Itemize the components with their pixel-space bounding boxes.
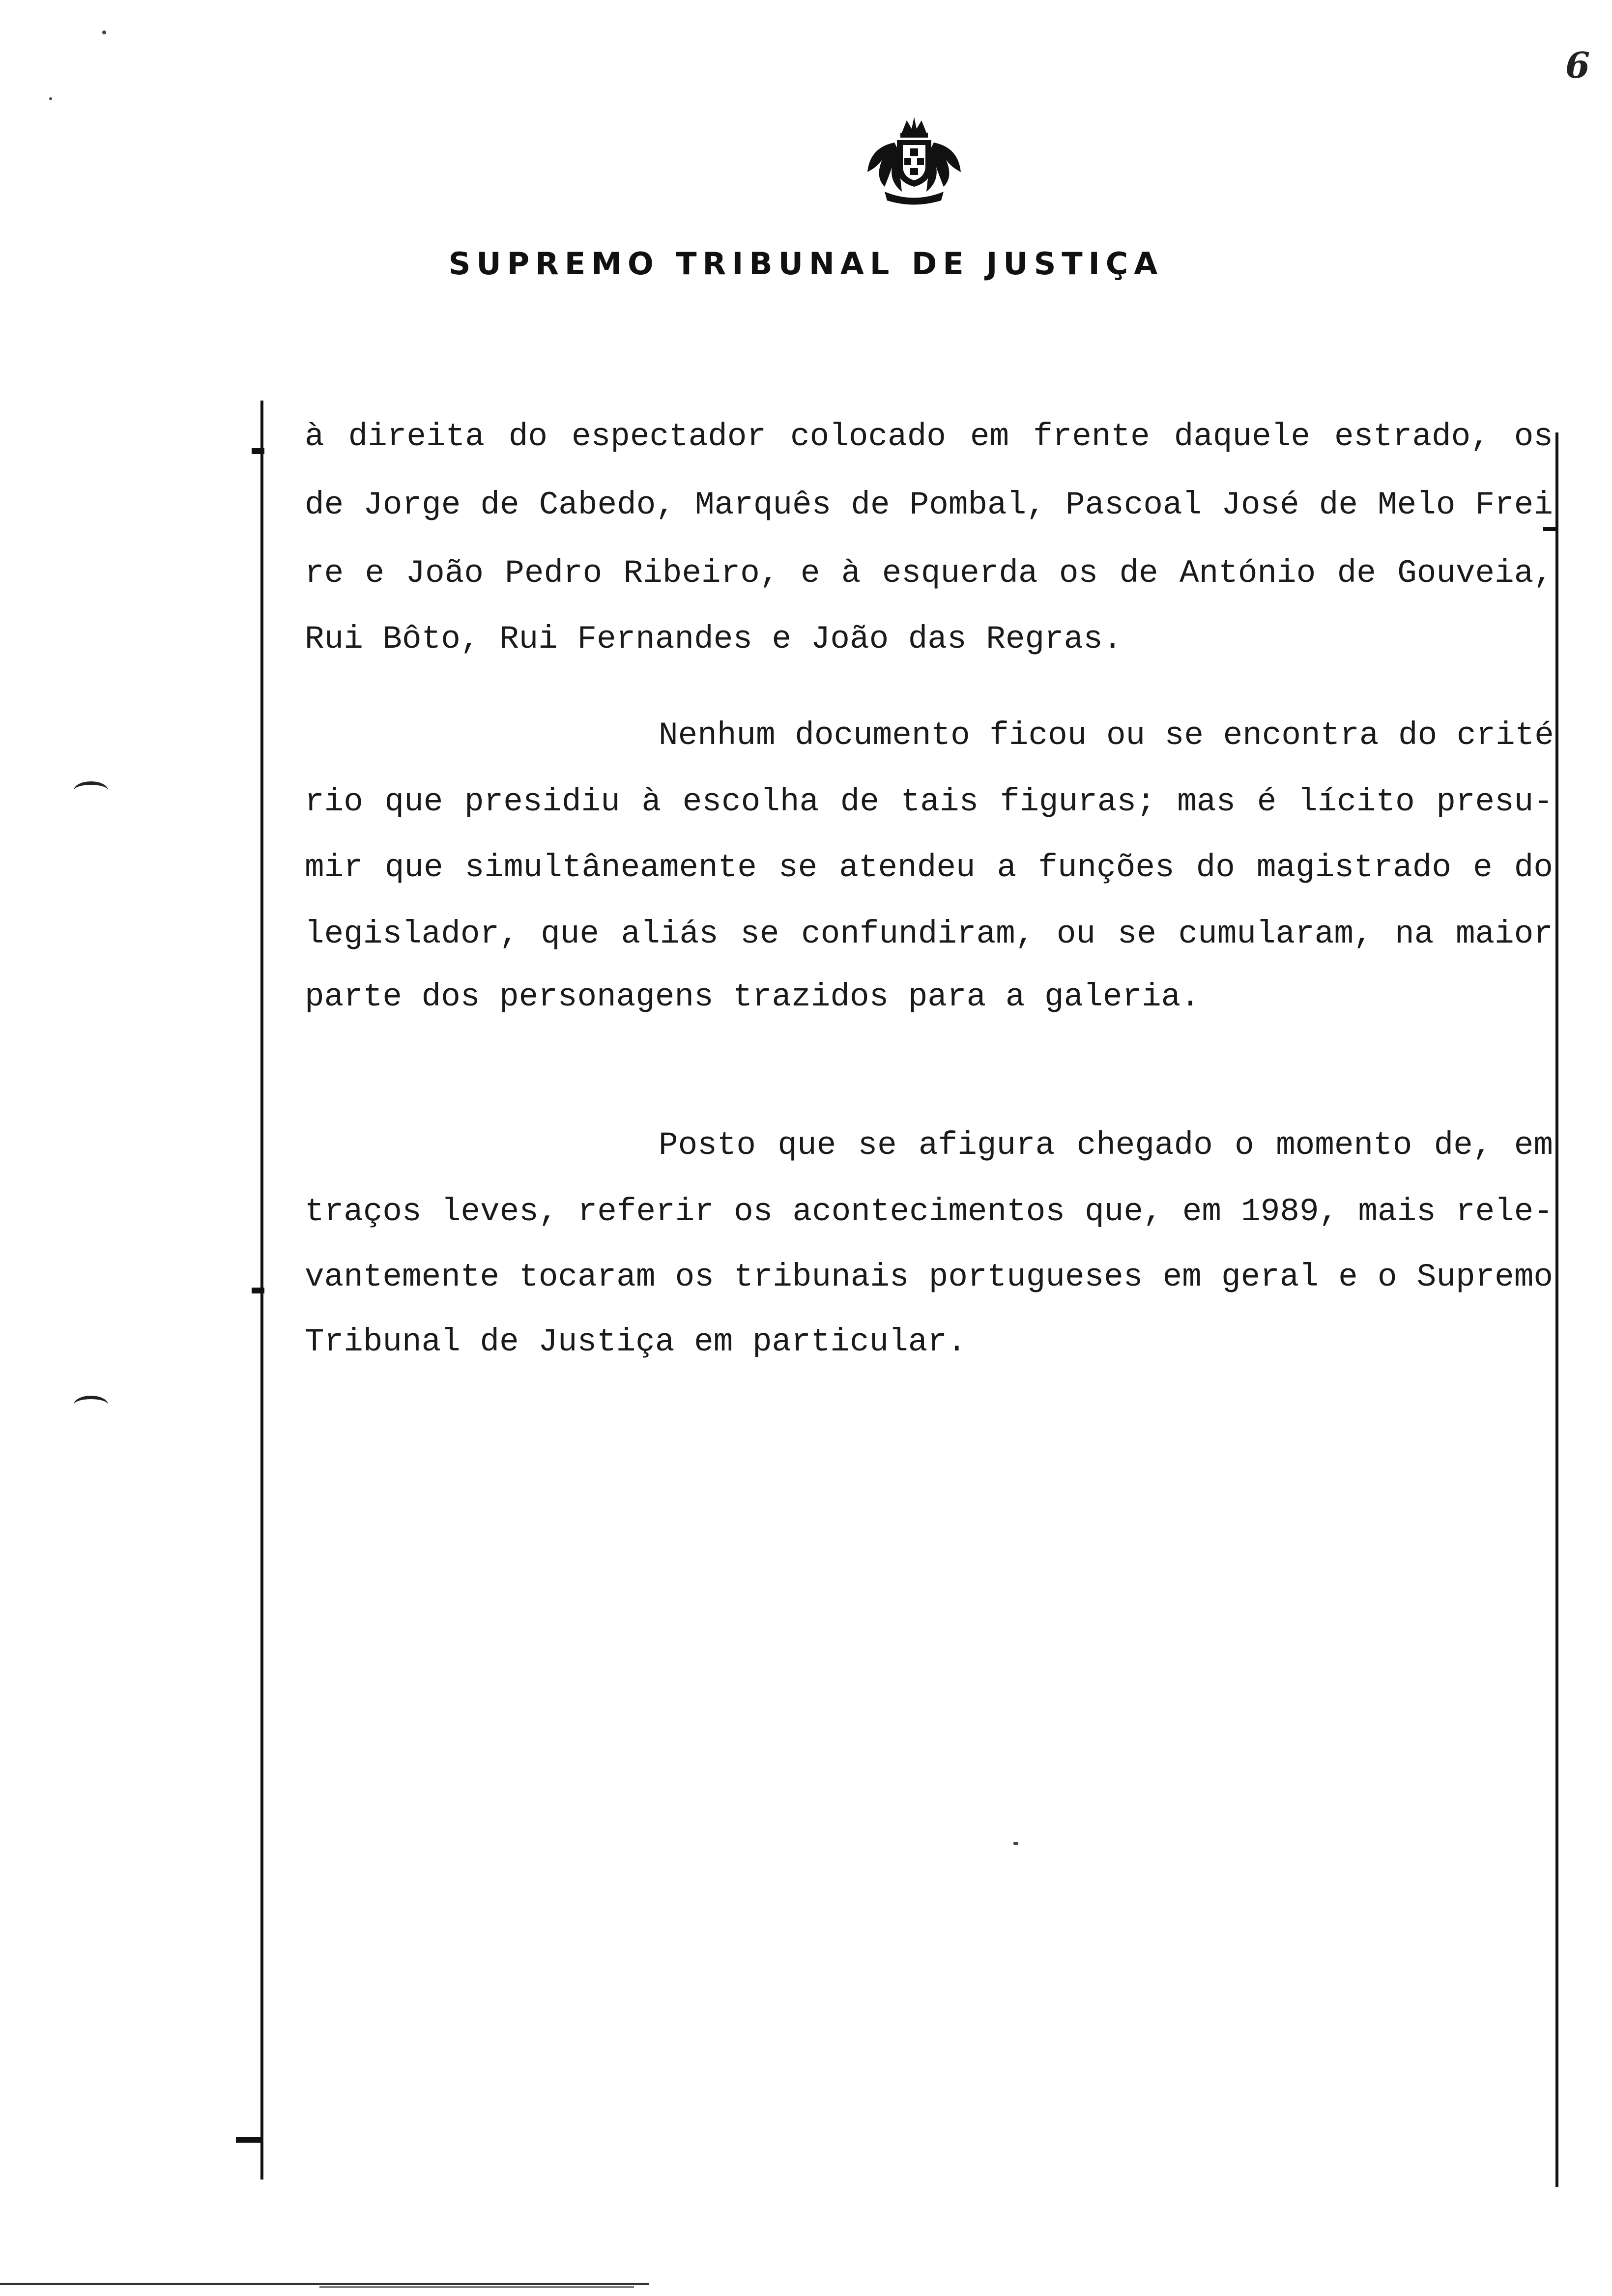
paragraph-2-line: Nenhum documento ficou ou se encontra do crité [659, 717, 1554, 754]
paragraph-3-line: traços leves, referir os acontecimentos que, em 1989, mais rele- [305, 1193, 1553, 1230]
paragraph-2-line: mir que simultâneamente se atendeu a funções do magistrado e do [305, 849, 1553, 886]
scan-mark [74, 781, 108, 800]
margin-tick [252, 1288, 264, 1293]
paragraph-1-line: Rui Bôto, Rui Fernandes e João das Regras. [305, 621, 1123, 658]
paragraph-1-line: re e João Pedro Ribeiro, e à esquerda os de António de Gouveia, [305, 555, 1553, 592]
paragraph-2-line: parte dos personagens trazidos para a galeria. [305, 978, 1200, 1015]
paragraph-3-line: Posto que se afigura chegado o momento de, em [659, 1127, 1553, 1164]
paragraph-2-line: rio que presidiu à escolha de tais figuras; mas é lícito presu- [305, 783, 1553, 820]
paragraph-1-line: de Jorge de Cabedo, Marquês de Pombal, Pascoal José de Melo Frei [305, 487, 1553, 523]
coat-of-arms-icon [855, 113, 973, 206]
margin-tick [1543, 527, 1558, 531]
paragraph-2-line: legislador, que aliás se confundiram, ou se cumularam, na maior [305, 916, 1553, 952]
margin-tick [252, 448, 264, 454]
paragraph-3-line: Tribunal de Justiça em particular. [305, 1323, 967, 1360]
scan-mark [74, 1396, 108, 1414]
paragraph-1-line: à direita do espectador colocado em frente daquele estrado, os [305, 418, 1553, 455]
institution-letterhead: SUPREMO TRIBUNAL DE JUSTIÇA [448, 246, 1164, 282]
bottom-scan-rule [0, 2283, 649, 2285]
scan-speck [49, 97, 52, 100]
bottom-scan-rule [319, 2286, 634, 2288]
page-number: 6 [1565, 44, 1590, 86]
paragraph-3-line: vantemente tocaram os tribunais portugueses em geral e o Supremo [305, 1259, 1553, 1295]
scan-speck [1013, 1842, 1018, 1845]
right-margin-line [1555, 432, 1558, 2187]
margin-tick [236, 2137, 263, 2143]
scan-speck [102, 30, 106, 34]
